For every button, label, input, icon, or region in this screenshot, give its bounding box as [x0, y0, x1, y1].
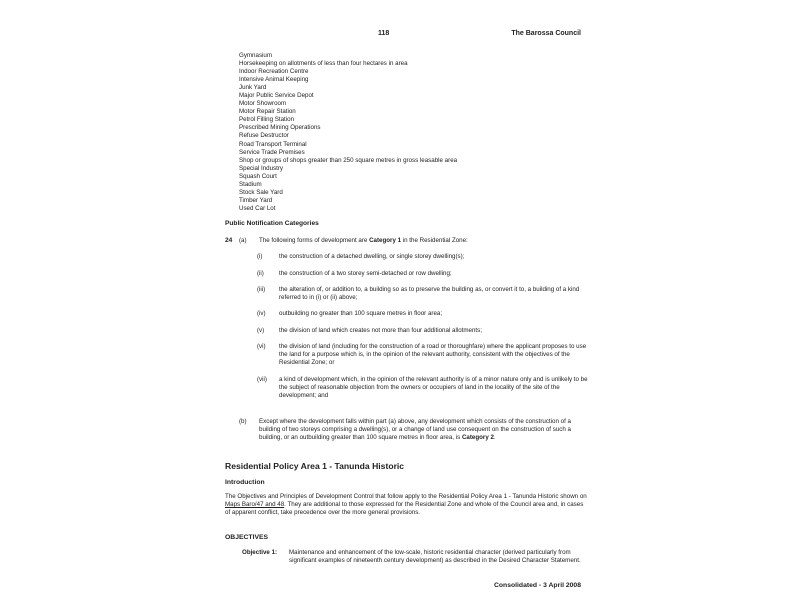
introduction-text	[225, 493, 587, 518]
council-name: The Barossa Council	[511, 30, 581, 37]
list-item: Used Car Lot	[239, 204, 276, 212]
list-item: Petrol Filling Station	[239, 116, 295, 124]
list-item: Intensive Animal Keeping	[239, 76, 309, 84]
list-item: Gymnasium	[239, 52, 273, 59]
list-item: Road Transport Terminal	[239, 140, 307, 148]
intro-text: The following forms of development are	[259, 237, 370, 244]
sub-clause-text: a kind of development which, in the opinion of the relevant authority is of a minor nature only and is unlikely to be the subject of reasonable objection from the owners or occupiers of land in the locality of the site of the development; and	[279, 376, 588, 400]
roman-numeral: (iii)	[257, 286, 266, 293]
section-heading-public-notification: Public Notification Categories	[225, 220, 319, 227]
page-number: 118	[378, 30, 390, 37]
clause-part-a-intro	[259, 237, 579, 244]
intro-body: The Objectives and Principles of Development Control that follow apply to the Residential Policy Area 1 - Tanunda Historic shown on	[225, 493, 587, 500]
objectives-heading: OBJECTIVES	[225, 534, 269, 541]
sub-clause-text: the division of land (including for the construction of a road or thoroughfare) where the applicant proposes to use the land for a purpose which is, in the opinion of the relevant authority, consistent with the objectives of the Residential Zone; or	[279, 343, 587, 367]
list-item: Squash Court	[239, 172, 277, 180]
intro-text: in the Residential Zone:	[401, 237, 468, 244]
category-2-label: Category 2	[461, 434, 494, 442]
list-item: Prescribed Mining Operations	[239, 124, 321, 132]
land-use-list	[239, 52, 457, 213]
sub-clause-text: outbuilding no greater than 100 square metres in floor area;	[279, 310, 443, 317]
roman-numeral: (vi)	[257, 343, 266, 350]
footer-consolidated-date: Consolidated - 3 April 2008	[494, 582, 581, 589]
category-1-label: Category 1	[369, 237, 402, 244]
roman-numeral: (v)	[257, 327, 265, 334]
list-item: Junk Yard	[239, 84, 267, 92]
list-item: Service Trade Premises	[239, 148, 305, 156]
clause-number: 24	[225, 237, 233, 244]
clause-part-b-text	[259, 418, 579, 443]
list-item: Stock Sale Yard	[239, 188, 283, 196]
list-item: Motor Repair Station	[239, 108, 296, 116]
policy-area-heading: Residential Policy Area 1 - Tanunda Historic	[225, 461, 405, 471]
clause-part-a-label: (a)	[239, 237, 247, 244]
roman-numeral: (i)	[257, 253, 263, 260]
sub-clause-text: the construction of a two storey semi-detached or row dwelling;	[279, 270, 452, 277]
sub-clause-text: the alteration of, or addition to, a building so as to preserve the building as, or convert it to, a building of a kind referred to in (i) or (ii) above;	[279, 286, 580, 302]
list-item: Indoor Recreation Centre	[239, 68, 309, 76]
intro-body-end: . They are additional to those expressed for the Residential Zone and whole of the Council area and, in cases of apparent conflict, take precedence over the more general provisions.	[225, 501, 584, 517]
clause-b-body: Except where the development falls within part (a) above, any development which consists of the construction of a building of two storeys comprising a dwelling(s), or a change of land use consequent on the construction of such a building, or an outbuilding greater than 100 square metres in floor area, is	[259, 418, 571, 442]
document-page	[215, 18, 595, 596]
sub-clause-text: the division of land which creates not more than four additional allotments;	[279, 327, 482, 334]
objective-label: Objective 1:	[242, 549, 278, 556]
roman-numeral: (vii)	[257, 376, 267, 383]
list-item: Timber Yard	[239, 196, 273, 204]
introduction-heading: Introduction	[225, 479, 265, 486]
list-item: Horsekeeping on allotments of less than four hectares in area	[239, 60, 408, 68]
list-item: Major Public Service Depot	[239, 92, 314, 100]
clause-part-b-label: (b)	[239, 418, 247, 425]
roman-numeral: (ii)	[257, 270, 264, 277]
list-item: Special Industry	[239, 164, 284, 172]
list-item: Stadium	[239, 180, 262, 188]
clause-b-end: .	[493, 434, 496, 442]
objective-text: Maintenance and enhancement of the low-scale, historic residential character (derived particularly from significant examples of nineteenth century development) as described in the Desired Character Statement.	[289, 549, 581, 565]
roman-numeral: (iv)	[257, 310, 266, 317]
list-item: Refuse Destructor	[239, 132, 289, 140]
list-item: Motor Showroom	[239, 100, 287, 108]
maps-reference-link[interactable]: Maps Baro/47 and 48	[225, 501, 285, 509]
sub-clause-text: the construction of a detached dwelling, or single storey dwelling(s);	[279, 253, 465, 260]
list-item: Shop or groups of shops greater than 250 square metres in gross leasable area	[239, 156, 458, 164]
